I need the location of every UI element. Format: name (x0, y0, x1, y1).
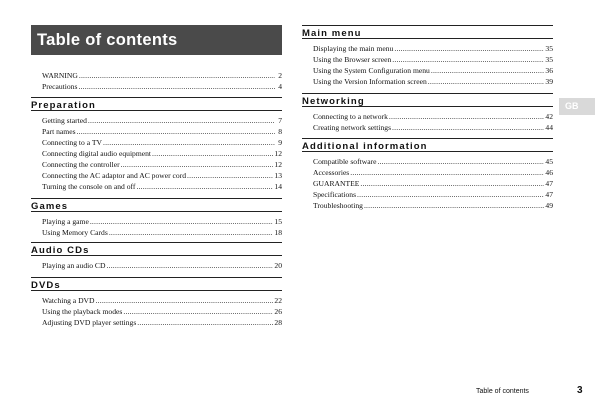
toc-entry[interactable] (31, 306, 282, 317)
toc-entry[interactable] (302, 54, 553, 65)
toc-entry-label: Using the Browser screen (313, 55, 392, 64)
language-tab: GB (559, 98, 595, 115)
toc-entry-page: 26 (274, 307, 282, 316)
section-additional-information (302, 138, 553, 211)
section-heading: Networking (302, 93, 553, 107)
toc-entry-page: 22 (274, 296, 282, 305)
toc-entry[interactable] (302, 167, 553, 178)
dot-leader (79, 70, 275, 81)
page-title: Table of contents (31, 25, 282, 55)
toc-entry[interactable] (31, 260, 282, 271)
toc-entry-label: Precautions (42, 82, 78, 91)
toc-entry-label: Using the System Configuration menu (313, 66, 430, 75)
page-number: 3 (577, 385, 583, 396)
dot-leader (392, 54, 544, 65)
toc-entry-label: GUARANTEE (313, 179, 360, 188)
toc-entry-page: 35 (545, 55, 553, 64)
toc-entry[interactable] (31, 126, 282, 137)
toc-entry-label: Getting started (42, 116, 87, 125)
toc-entry[interactable] (31, 81, 282, 92)
toc-entry-label: Creating network settings (313, 123, 392, 132)
toc-entry-page: 47 (545, 190, 553, 199)
toc-entry[interactable] (302, 156, 553, 167)
toc-entry-page: 20 (274, 261, 282, 270)
toc-entry-page: 36 (545, 66, 553, 75)
dot-leader (137, 317, 273, 328)
dot-leader (389, 111, 545, 122)
toc-entry-label: Adjusting DVD player settings (42, 318, 137, 327)
dot-leader (77, 126, 275, 137)
toc-entry-label: Connecting the controller (42, 160, 120, 169)
toc-entry-page: 42 (545, 112, 553, 121)
toc-entry[interactable] (302, 189, 553, 200)
section-heading: Additional information (302, 138, 553, 152)
dot-leader (78, 81, 275, 92)
dot-leader (109, 227, 274, 238)
toc-entry-page: 46 (545, 168, 553, 177)
dot-leader (364, 200, 544, 211)
toc-entry-page: 44 (545, 123, 553, 132)
toc-entry[interactable] (302, 111, 553, 122)
toc-entry-label: Specifications (313, 190, 357, 199)
toc-entry-label: Connecting the AC adaptor and AC power cord (42, 171, 187, 180)
toc-entry-label: Watching a DVD (42, 296, 95, 305)
toc-entry-page: 45 (545, 157, 553, 166)
toc-entry-page: 47 (545, 179, 553, 188)
toc-entry-page: 8 (278, 127, 282, 136)
toc-entry-label: Turning the console on and off (42, 182, 136, 191)
dot-leader (350, 167, 544, 178)
dot-leader (187, 170, 273, 181)
toc-entry[interactable] (31, 137, 282, 148)
toc-entry-page: 14 (274, 182, 282, 191)
toc-entry-label: Compatible software (313, 157, 377, 166)
section-heading: Preparation (31, 97, 282, 111)
section-heading: Games (31, 198, 282, 212)
dot-leader (88, 115, 275, 126)
toc-entry[interactable] (302, 122, 553, 133)
toc-entry[interactable] (31, 317, 282, 328)
toc-entry-page: 9 (278, 138, 282, 147)
section-heading: Audio CDs (31, 242, 282, 256)
toc-entry-page: 15 (274, 217, 282, 226)
toc-entry-page: 13 (274, 171, 282, 180)
section-networking (302, 93, 553, 133)
section-audio-cds (31, 242, 282, 271)
toc-entry-label: Playing a game (42, 217, 89, 226)
toc-entry[interactable] (302, 43, 553, 54)
toc-entry[interactable] (31, 170, 282, 181)
toc-entry[interactable] (302, 65, 553, 76)
toc-entry[interactable] (31, 227, 282, 238)
dot-leader (136, 181, 273, 192)
section-heading: Main menu (302, 25, 553, 39)
dot-leader (103, 137, 275, 148)
dot-leader (107, 260, 274, 271)
toc-entry-page: 12 (274, 160, 282, 169)
section-preparation (31, 97, 282, 192)
dot-leader (431, 65, 545, 76)
toc-entry[interactable] (31, 115, 282, 126)
footer-label: Table of contents (476, 388, 529, 395)
toc-entry-label: WARNING (42, 71, 78, 80)
toc-entry-page: 7 (278, 116, 282, 125)
dot-leader (392, 122, 544, 133)
dot-leader (121, 159, 274, 170)
intro-section (31, 66, 282, 92)
toc-entry-page: 18 (274, 228, 282, 237)
toc-entry[interactable] (31, 70, 282, 81)
toc-entry-label: Connecting to a network (313, 112, 388, 121)
toc-entry-page: 39 (545, 77, 553, 86)
dot-leader (360, 178, 544, 189)
toc-entry-page: 4 (278, 82, 282, 91)
dot-leader (428, 76, 545, 87)
toc-entry-label: Displaying the main menu (313, 44, 394, 53)
toc-entry-page: 49 (545, 201, 553, 210)
dot-leader (123, 306, 273, 317)
toc-entry-label: Part names (42, 127, 76, 136)
toc-entry[interactable] (302, 76, 553, 87)
dot-leader (90, 216, 274, 227)
toc-entry[interactable] (31, 181, 282, 192)
section-main-menu (302, 25, 553, 87)
toc-entry-label: Accessories (313, 168, 350, 177)
toc-entry[interactable] (31, 159, 282, 170)
toc-entry-label: Connecting digital audio equipment (42, 149, 152, 158)
toc-entry-label: Connecting to a TV (42, 138, 102, 147)
toc-entry[interactable] (302, 178, 553, 189)
toc-entry[interactable] (31, 216, 282, 227)
toc-entry-label: Playing an audio CD (42, 261, 106, 270)
dot-leader (152, 148, 273, 159)
toc-entry-page: 35 (545, 44, 553, 53)
toc-entry-page: 28 (274, 318, 282, 327)
toc-entry-page: 12 (274, 149, 282, 158)
toc-entry-page: 2 (278, 71, 282, 80)
section-dvds (31, 277, 282, 328)
toc-entry[interactable] (302, 200, 553, 211)
toc-entry-label: Using the playback modes (42, 307, 123, 316)
dot-leader (357, 189, 544, 200)
toc-entry-label: Using Memory Cards (42, 228, 108, 237)
section-games (31, 198, 282, 238)
section-heading: DVDs (31, 277, 282, 291)
toc-entry[interactable] (31, 295, 282, 306)
dot-leader (377, 156, 544, 167)
dot-leader (394, 43, 544, 54)
toc-entry[interactable] (31, 148, 282, 159)
dot-leader (96, 295, 274, 306)
toc-entry-label: Troubleshooting (313, 201, 363, 210)
toc-entry-label: Using the Version Information screen (313, 77, 427, 86)
